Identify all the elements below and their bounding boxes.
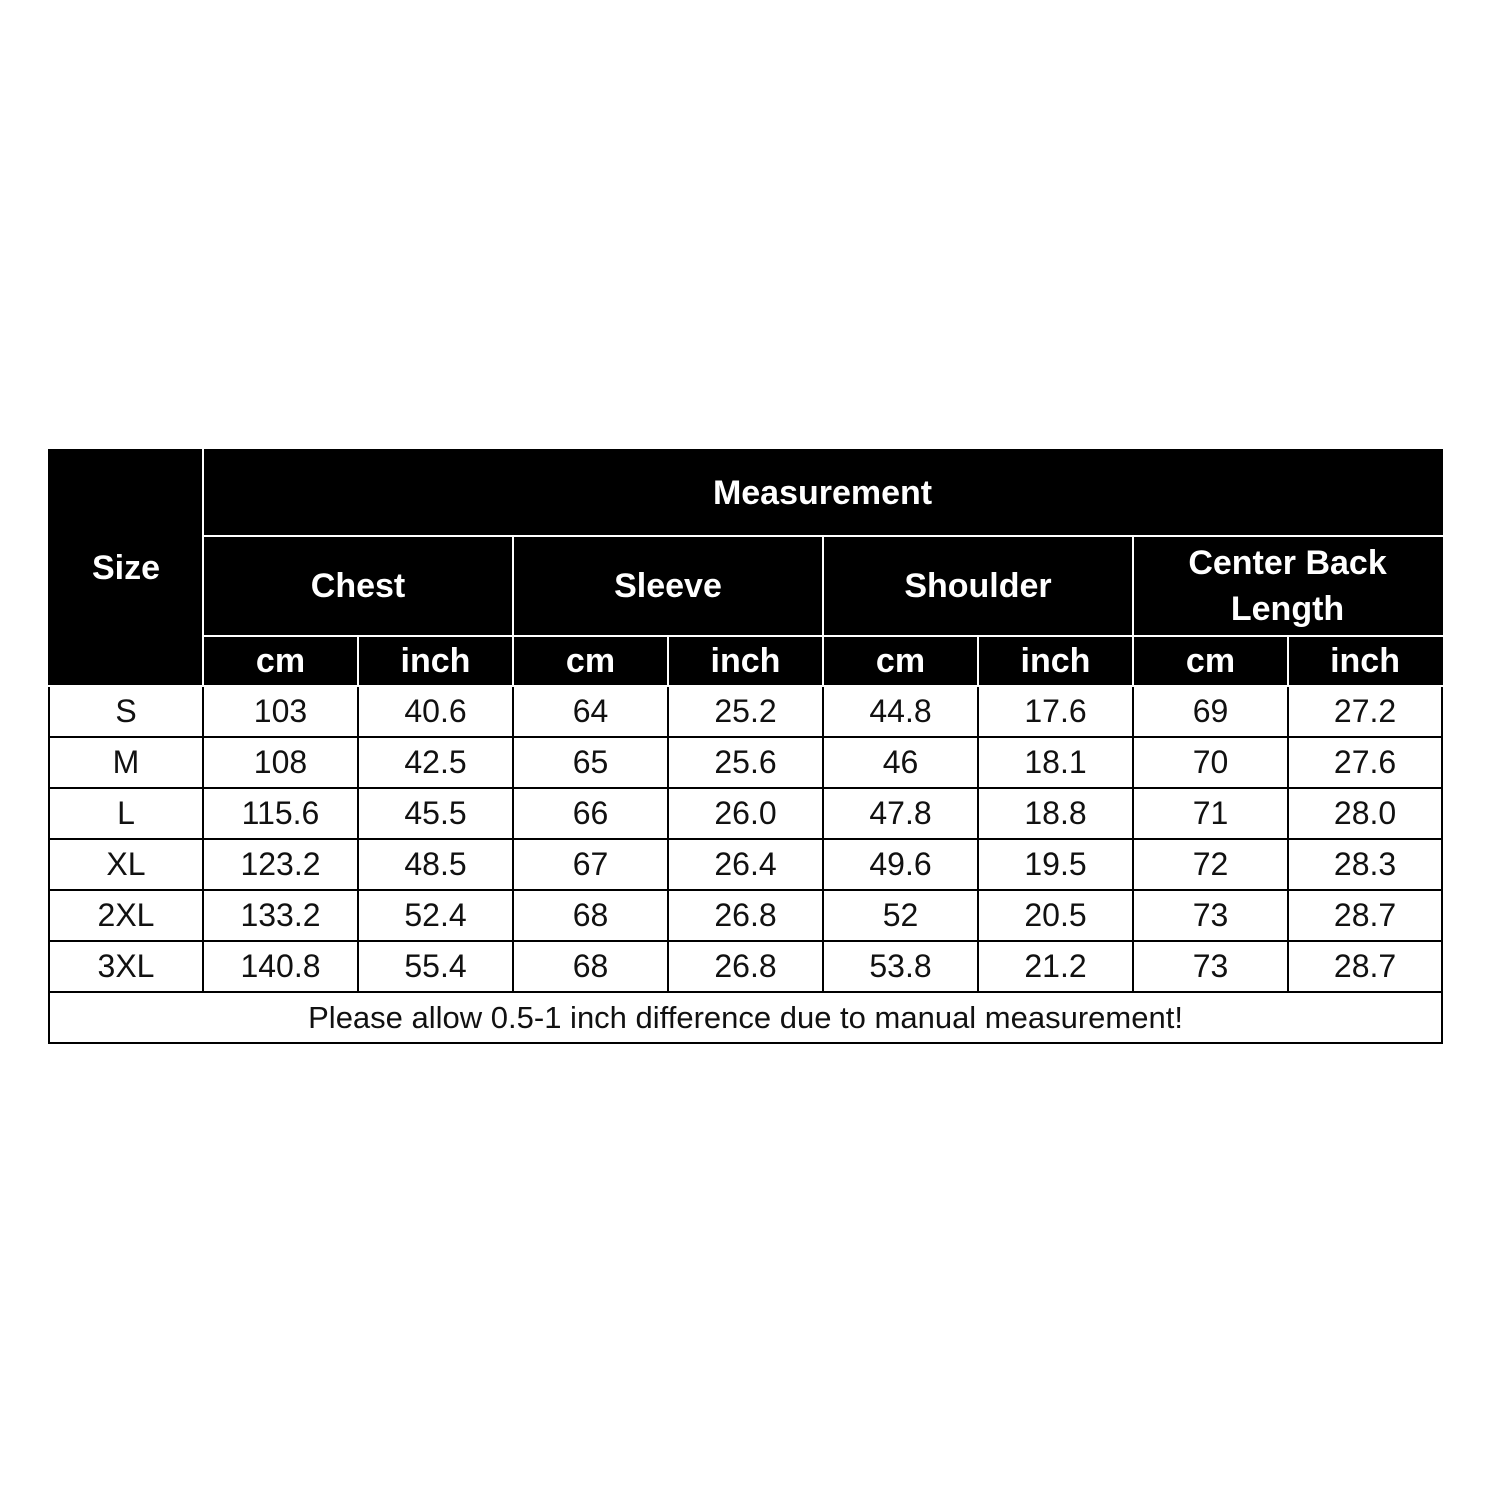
value-cell: 26.4	[668, 839, 823, 890]
value-cell: 52	[823, 890, 978, 941]
value-cell: 26.8	[668, 941, 823, 992]
value-cell: 25.2	[668, 686, 823, 737]
value-cell: 27.2	[1288, 686, 1442, 737]
value-cell: 18.1	[978, 737, 1133, 788]
value-cell: 66	[513, 788, 668, 839]
value-cell: 48.5	[358, 839, 513, 890]
value-cell: 42.5	[358, 737, 513, 788]
value-cell: 140.8	[203, 941, 358, 992]
unit-label: inch	[710, 641, 781, 680]
unit-label: inch	[1330, 641, 1400, 680]
value-cell: 55.4	[358, 941, 513, 992]
value-cell: 45.5	[358, 788, 513, 839]
value-cell: 115.6	[203, 788, 358, 839]
measurement-note: Please allow 0.5-1 inch difference due to manual measurement!	[49, 992, 1442, 1043]
table-row	[49, 941, 1442, 992]
unit-header-shoulder-cm	[823, 636, 978, 686]
value-cell: 27.6	[1288, 737, 1442, 788]
unit-header-chest-inch	[358, 636, 513, 686]
measurement-header	[203, 450, 1442, 536]
category-label: Shoulder	[904, 567, 1052, 605]
value-cell: 17.6	[978, 686, 1133, 737]
value-cell: 19.5	[978, 839, 1133, 890]
unit-header-chest-cm	[203, 636, 358, 686]
value-cell: 68	[513, 941, 668, 992]
table-row	[49, 737, 1442, 788]
category-header-center-back-length	[1133, 536, 1442, 636]
unit-header-back-length-cm	[1133, 636, 1288, 686]
value-cell: 53.8	[823, 941, 978, 992]
size-column-header	[49, 450, 203, 686]
header-row-measurement	[49, 450, 1442, 536]
size-cell: XL	[49, 839, 203, 890]
unit-label: cm	[875, 641, 926, 680]
value-cell: 133.2	[203, 890, 358, 941]
value-cell: 26.0	[668, 788, 823, 839]
value-cell: 72	[1133, 839, 1288, 890]
value-cell: 28.7	[1288, 890, 1442, 941]
unit-label: cm	[565, 641, 616, 680]
value-cell: 108	[203, 737, 358, 788]
value-cell: 21.2	[978, 941, 1133, 992]
value-cell: 69	[1133, 686, 1288, 737]
unit-header-shoulder-inch	[978, 636, 1133, 686]
header-row-categories	[49, 536, 1442, 636]
value-cell: 44.8	[823, 686, 978, 737]
value-cell: 46	[823, 737, 978, 788]
category-header-chest	[203, 536, 513, 636]
table-row	[49, 890, 1442, 941]
unit-label: inch	[400, 641, 471, 680]
category-header-shoulder	[823, 536, 1133, 636]
value-cell: 25.6	[668, 737, 823, 788]
category-label: Chest	[310, 567, 406, 605]
category-header-sleeve	[513, 536, 823, 636]
size-header-label: Size	[91, 548, 161, 587]
unit-label: inch	[1020, 641, 1091, 680]
size-cell: M	[49, 737, 203, 788]
value-cell: 64	[513, 686, 668, 737]
value-cell: 68	[513, 890, 668, 941]
measurement-header-label: Measurement	[712, 473, 933, 512]
size-cell: S	[49, 686, 203, 737]
value-cell: 20.5	[978, 890, 1133, 941]
value-cell: 73	[1133, 941, 1288, 992]
size-chart-table	[48, 449, 1443, 1044]
unit-label: cm	[1185, 641, 1236, 680]
value-cell: 28.3	[1288, 839, 1442, 890]
value-cell: 26.8	[668, 890, 823, 941]
size-cell: 2XL	[49, 890, 203, 941]
value-cell: 40.6	[358, 686, 513, 737]
value-cell: 70	[1133, 737, 1288, 788]
value-cell: 49.6	[823, 839, 978, 890]
value-cell: 52.4	[358, 890, 513, 941]
table-row	[49, 686, 1442, 737]
value-cell: 103	[203, 686, 358, 737]
value-cell: 67	[513, 839, 668, 890]
header-row-units	[49, 636, 1442, 686]
size-cell: L	[49, 788, 203, 839]
unit-header-back-length-inch	[1288, 636, 1442, 686]
table-row	[49, 839, 1442, 890]
value-cell: 18.8	[978, 788, 1133, 839]
unit-header-sleeve-cm	[513, 636, 668, 686]
note-row	[49, 992, 1442, 1043]
table-row	[49, 788, 1442, 839]
value-cell: 28.7	[1288, 941, 1442, 992]
value-cell: 123.2	[203, 839, 358, 890]
value-cell: 73	[1133, 890, 1288, 941]
unit-label: cm	[255, 641, 306, 680]
value-cell: 47.8	[823, 788, 978, 839]
size-cell: 3XL	[49, 941, 203, 992]
category-label: Sleeve	[614, 567, 722, 605]
unit-header-sleeve-inch	[668, 636, 823, 686]
value-cell: 71	[1133, 788, 1288, 839]
value-cell: 28.0	[1288, 788, 1442, 839]
value-cell: 65	[513, 737, 668, 788]
category-label: Center Back Length	[1188, 544, 1387, 628]
